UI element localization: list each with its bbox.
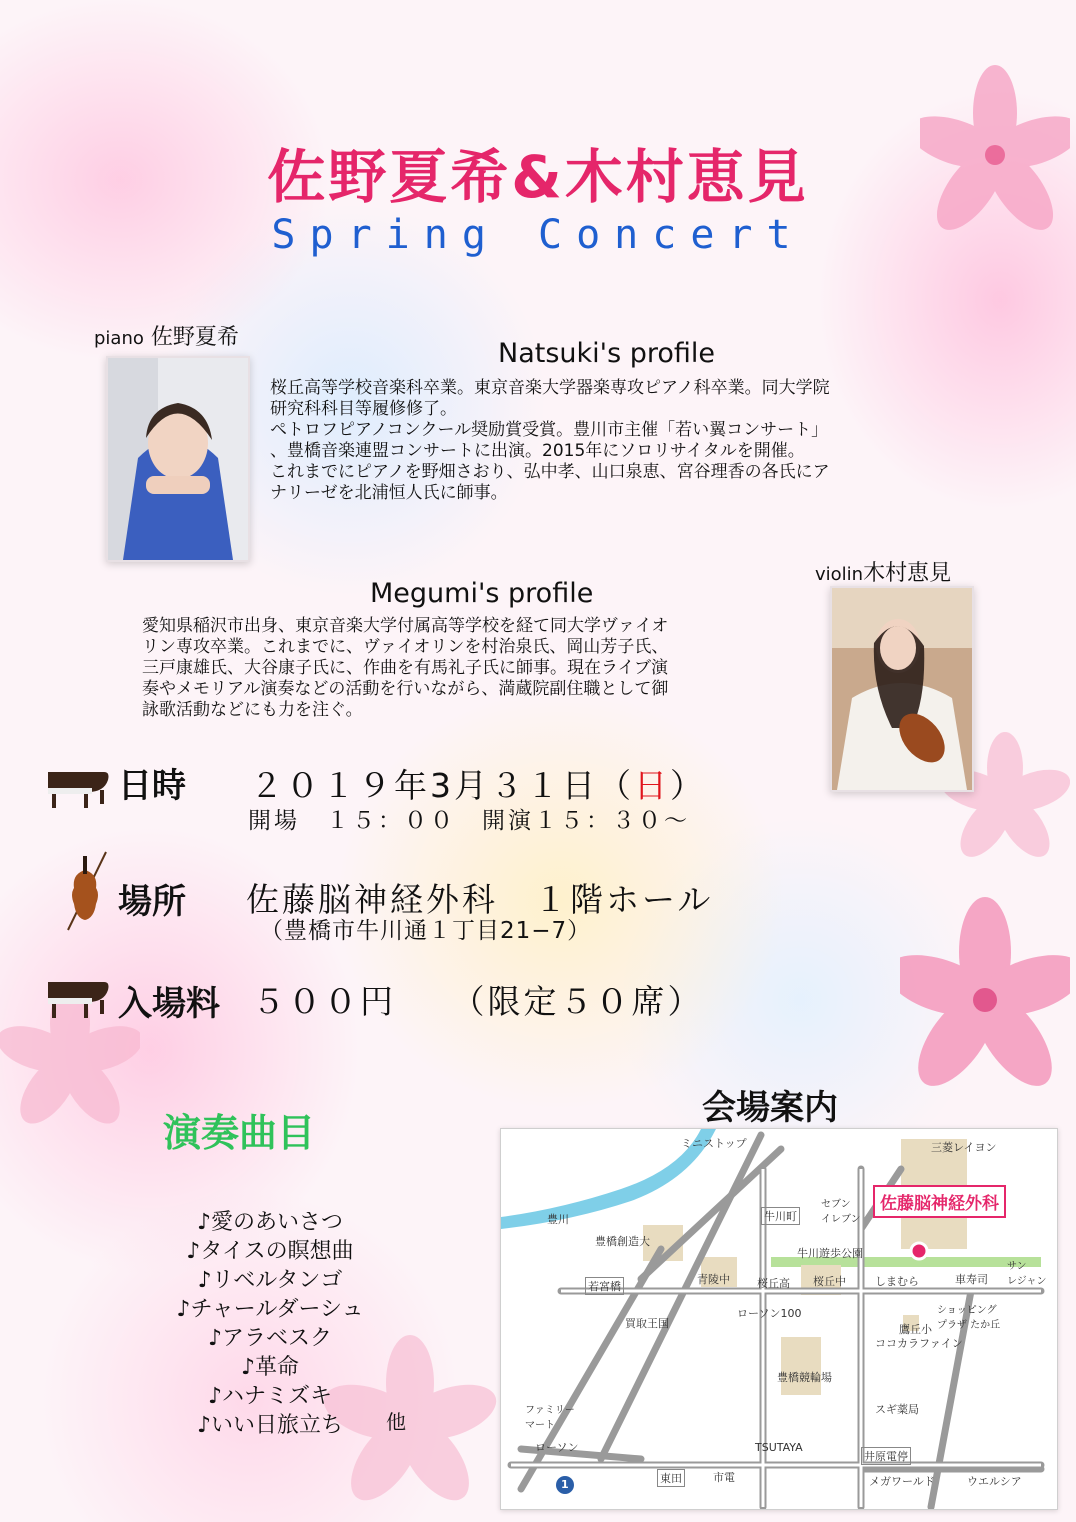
map-label: 三菱レイヨン bbox=[931, 1141, 997, 1154]
cherry-blossom-icon bbox=[900, 880, 1070, 1120]
bio-line: 愛知県稲沢市出身、東京音楽大学付属高等学校を経て同大学ヴァイオ bbox=[142, 616, 669, 636]
map-label: ローソン100 bbox=[737, 1307, 802, 1320]
violinist-label bbox=[815, 556, 951, 587]
map-label: 青陵中 bbox=[697, 1273, 730, 1286]
map-label: 若宮橋 bbox=[585, 1277, 624, 1295]
program-etc: 他 bbox=[386, 1410, 406, 1434]
grand-piano-icon bbox=[44, 762, 112, 810]
program-piece: ♪アラベスク bbox=[207, 1326, 333, 1351]
place-label: 場所 bbox=[118, 882, 186, 922]
map-label: TSUTAYA bbox=[755, 1441, 803, 1454]
date-sub: 開場 １５：００ 開演１５：３０～ bbox=[248, 808, 690, 834]
map-label: 鷹丘小 bbox=[899, 1323, 932, 1336]
map-label: ミニストップ bbox=[681, 1137, 747, 1150]
date-label: 日時 bbox=[118, 766, 186, 806]
map-label: セブン イレブン bbox=[821, 1199, 861, 1225]
map-title: 会場案内 bbox=[702, 1088, 838, 1128]
fee-value: ５００円 （限定５０席） bbox=[252, 982, 704, 1021]
map-label: 市電 bbox=[713, 1471, 735, 1484]
map-label: 豊橋創造大 bbox=[595, 1235, 650, 1248]
bio-line: リン専攻卒業。これまでに、ヴァイオリンを村治泉氏、岡山芳子氏、 bbox=[142, 637, 669, 657]
program-list bbox=[130, 1208, 410, 1440]
map-label: 豊橋競輪場 bbox=[777, 1371, 832, 1384]
violinist-bio bbox=[142, 616, 668, 721]
map-label: 買取王国 bbox=[625, 1317, 669, 1330]
bio-line: 三戸康雄氏、大谷康子氏に、作曲を有馬礼子氏に師事。現在ライブ演 bbox=[142, 658, 668, 678]
route-marker: 1 bbox=[561, 1478, 569, 1491]
program-piece: ♪リベルタンゴ bbox=[197, 1268, 343, 1293]
fee-label: 入場料 bbox=[118, 984, 220, 1024]
map-label: 桜丘中 bbox=[813, 1275, 846, 1288]
pianist-portrait-icon bbox=[108, 358, 248, 560]
bio-line: 、豊橋音楽連盟コンサートに出演。2015年にソロリサイタルを開催。 bbox=[270, 441, 805, 461]
date-value bbox=[250, 760, 706, 807]
map-label: 東田 bbox=[657, 1469, 685, 1487]
program-title: 演奏曲目 bbox=[163, 1111, 316, 1155]
date-weekday: 日 bbox=[634, 766, 670, 805]
pianist-name: 佐野夏希 bbox=[150, 325, 239, 350]
page-title: 佐野夏希&木村恵見 bbox=[267, 143, 809, 211]
bio-line: ナリーゼを北浦恒人氏に師事。 bbox=[270, 483, 508, 503]
map-label: 豊川 bbox=[547, 1213, 569, 1226]
program-piece: ♪愛のあいさつ bbox=[196, 1210, 344, 1235]
bio-line: 桜丘高等学校音楽科卒業。東京音楽大学器楽専攻ピアノ科卒業。同大学院 bbox=[270, 378, 830, 398]
place-sub: （豊橋市牛川通１丁目21−7） bbox=[260, 918, 592, 944]
program-piece: ♪ハナミズキ bbox=[207, 1384, 333, 1409]
violinist-profile-heading: Megumi's profile bbox=[370, 578, 594, 609]
program-piece: ♪チャールダーシュ bbox=[176, 1297, 364, 1322]
pianist-profile-heading: Natsuki's profile bbox=[498, 338, 716, 369]
map-label: しまむら bbox=[875, 1275, 919, 1288]
map-label: 井原電停 bbox=[861, 1447, 911, 1465]
page-subtitle: Spring Concert bbox=[271, 212, 805, 258]
map-label: 牛川遊歩公園 bbox=[797, 1247, 863, 1260]
violinist-photo bbox=[830, 586, 974, 792]
venue-label: 佐藤脳神経外科 bbox=[873, 1185, 1006, 1218]
map-label: ファミリー マート bbox=[525, 1405, 575, 1431]
map-label: ショッピング プラザ たか丘 bbox=[937, 1305, 1001, 1331]
bio-line: これまでにピアノを野畑さおり、弘中孝、山口泉恵、宮谷理香の各氏にア bbox=[270, 462, 830, 482]
violinist-name: 木村恵見 bbox=[863, 561, 952, 586]
map-label: 車寿司 bbox=[955, 1273, 988, 1286]
map-label: 桜丘高 bbox=[757, 1277, 790, 1290]
bio-line: ペトロフピアノコンクール奨励賞受賞。豊川市主催「若い翼コンサート」 bbox=[270, 420, 829, 440]
pianist-role: piano bbox=[94, 328, 144, 349]
violin-icon bbox=[62, 850, 108, 934]
program-piece: ♪タイスの瞑想曲 bbox=[186, 1239, 354, 1264]
date-main: ２０１９年3月３１日（ bbox=[250, 766, 634, 805]
pianist-photo bbox=[106, 356, 250, 562]
venue-map bbox=[500, 1128, 1058, 1510]
map-label: ローソン bbox=[535, 1441, 579, 1454]
grand-piano-icon bbox=[44, 972, 112, 1020]
pianist-bio bbox=[270, 378, 830, 504]
pianist-label bbox=[94, 320, 239, 351]
program-piece: ♪革命 bbox=[240, 1355, 300, 1380]
map-label: メガワールド bbox=[869, 1475, 935, 1488]
violinist-role: violin bbox=[815, 564, 864, 585]
date-close: ） bbox=[670, 766, 706, 805]
bio-line: 詠歌活動などにも力を注ぐ。 bbox=[142, 700, 363, 720]
map-label: 牛川町 bbox=[761, 1207, 800, 1225]
map-label: ココカラファイン bbox=[875, 1337, 963, 1350]
bio-line: 研究科科目等履修修了。 bbox=[270, 399, 457, 419]
map-label: スギ薬局 bbox=[875, 1403, 919, 1416]
program-piece: ♪いい日旅立ち bbox=[196, 1413, 344, 1438]
violinist-portrait-icon bbox=[832, 588, 972, 790]
bio-line: 奏やメモリアル演奏などの活動を行いながら、満蔵院副住職として御 bbox=[142, 679, 669, 699]
map-label: ウエルシア bbox=[967, 1475, 1022, 1488]
map-label: サン レジャン bbox=[1007, 1261, 1047, 1287]
place-value: 佐藤脳神経外科 １階ホール bbox=[246, 880, 714, 919]
